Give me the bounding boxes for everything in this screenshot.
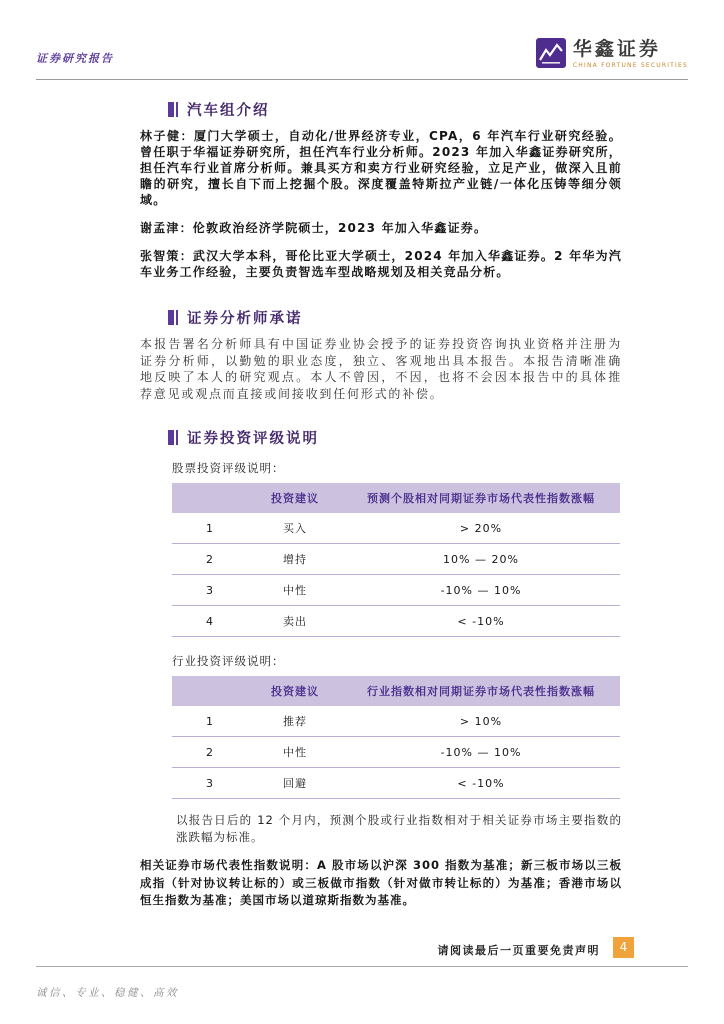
footer-divider <box>36 966 688 967</box>
section-title-text: 证券投资评级说明 <box>187 430 319 447</box>
brand-logo <box>536 38 688 69</box>
page-number-badge: 4 <box>613 937 634 958</box>
header-advice: 投资建议 <box>248 483 342 513</box>
table-row <box>172 544 620 575</box>
footer-slogan: 诚信、专业、稳健、高效 <box>36 987 179 999</box>
section-title-text: 汽车组介绍 <box>187 102 270 119</box>
table-row <box>172 513 620 544</box>
section-title-text: 证券分析师承诺 <box>187 310 303 327</box>
section-pledge <box>140 308 622 402</box>
page-content <box>140 100 622 910</box>
benchmark-note: 以报告日后的 12 个月内，预测个股或行业指数相对于相关证券市场主要指数的涨跌幅为标准。 <box>176 813 622 844</box>
section-marker-icon <box>168 310 178 325</box>
header-empty <box>172 676 248 706</box>
row-advice: 推荐 <box>248 706 342 737</box>
footer-disclaimer: 请阅读最后一页重要免责声明 <box>437 944 600 957</box>
header-advice: 投资建议 <box>248 676 342 706</box>
brand-subtitle: CHINA FORTUNE SECURITIES <box>572 62 688 69</box>
brand-text <box>573 38 688 69</box>
row-range: -10% — 10% <box>342 737 620 768</box>
row-advice: 买入 <box>248 513 342 544</box>
index-note-body: A 股市场以沪深 300 指数为基准；新三板市场以三板成指（针对协议转让标的）或三板做市指数（针对做市转让标的）为基准；香港市场以恒生指数为基准；美国市场以道琼斯指数为基准。 <box>140 858 623 907</box>
brand-name: 华鑫证券 <box>572 38 661 60</box>
section-rating <box>140 428 622 910</box>
section-team <box>140 100 622 280</box>
header-divider <box>36 79 688 80</box>
section-title-rating <box>168 428 622 446</box>
row-number: 3 <box>172 768 248 799</box>
table-row <box>172 768 620 799</box>
row-number: 4 <box>172 606 248 637</box>
stock-rating-table <box>172 483 620 637</box>
index-note-label: 相关证券市场代表性指数说明： <box>140 858 317 872</box>
row-advice: 中性 <box>248 737 342 768</box>
row-advice: 回避 <box>248 768 342 799</box>
row-advice: 增持 <box>248 544 342 575</box>
analyst-bio-xiemengjin: 谢孟津：伦敦政治经济学院硕士，2023 年加入华鑫证券。 <box>140 221 488 235</box>
section-marker-icon <box>168 430 178 445</box>
stock-rating-label: 股票投资评级说明： <box>172 461 285 475</box>
huaxin-logo-icon <box>536 38 566 68</box>
row-range: > 10% <box>342 706 620 737</box>
page-header <box>36 38 688 69</box>
section-title-pledge <box>168 308 622 326</box>
industry-rating-label: 行业投资评级说明： <box>172 654 285 668</box>
analyst-bio-zhangzhice: 张智策：武汉大学本科，哥伦比亚大学硕士，2024 年加入华鑫证券。2 年华为汽车业务工作经验，主要负责智选车型战略规划及相关竞品分析。 <box>140 249 622 279</box>
row-number: 1 <box>172 706 248 737</box>
report-type-label: 证券研究报告 <box>36 52 114 65</box>
header-range: 预测个股相对同期证券市场代表性指数涨幅 <box>342 483 620 513</box>
row-range: > 20% <box>342 513 620 544</box>
analyst-bio-linzijian: 林子健：厦门大学硕士，自动化/世界经济专业，CPA，6 年汽车行业研究经验。曾任职于华福证券研究所，担任汽车行业分析师。2023 年加入华鑫证券研究所，担任汽车行业首席分析师。兼具买方和卖方行业研究经验，立足产业，做深入且前瞻的研究，擅长自下而上挖掘个股。深度覆盖特斯拉产业链/一体化压铸等细分领域。 <box>140 129 622 207</box>
section-title-team <box>168 100 622 118</box>
table-header-row <box>172 676 620 706</box>
industry-rating-table <box>172 676 620 799</box>
table-header-row <box>172 483 620 513</box>
row-range: 10% — 20% <box>342 544 620 575</box>
table-row <box>172 737 620 768</box>
analyst-pledge-text: 本报告署名分析师具有中国证券业协会授予的证券投资咨询执业资格并注册为证券分析师，以勤勉的职业态度，独立、客观地出具本报告。本报告清晰准确地反映了本人的研究观点。本人不曾因，不因，也将不会因本报告中的具体推荐意见或观点而直接或间接收到任何形式的补偿。 <box>140 337 622 401</box>
section-marker-icon <box>168 102 178 117</box>
table-row <box>172 606 620 637</box>
row-advice: 中性 <box>248 575 342 606</box>
row-number: 1 <box>172 513 248 544</box>
row-number: 2 <box>172 544 248 575</box>
row-advice: 卖出 <box>248 606 342 637</box>
header-empty <box>172 483 248 513</box>
row-range: -10% — 10% <box>342 575 620 606</box>
header-range: 行业指数相对同期证券市场代表性指数涨幅 <box>342 676 620 706</box>
row-number: 2 <box>172 737 248 768</box>
row-range: < -10% <box>342 768 620 799</box>
row-range: < -10% <box>342 606 620 637</box>
table-row <box>172 706 620 737</box>
row-number: 3 <box>172 575 248 606</box>
index-note <box>140 857 622 910</box>
table-row <box>172 575 620 606</box>
